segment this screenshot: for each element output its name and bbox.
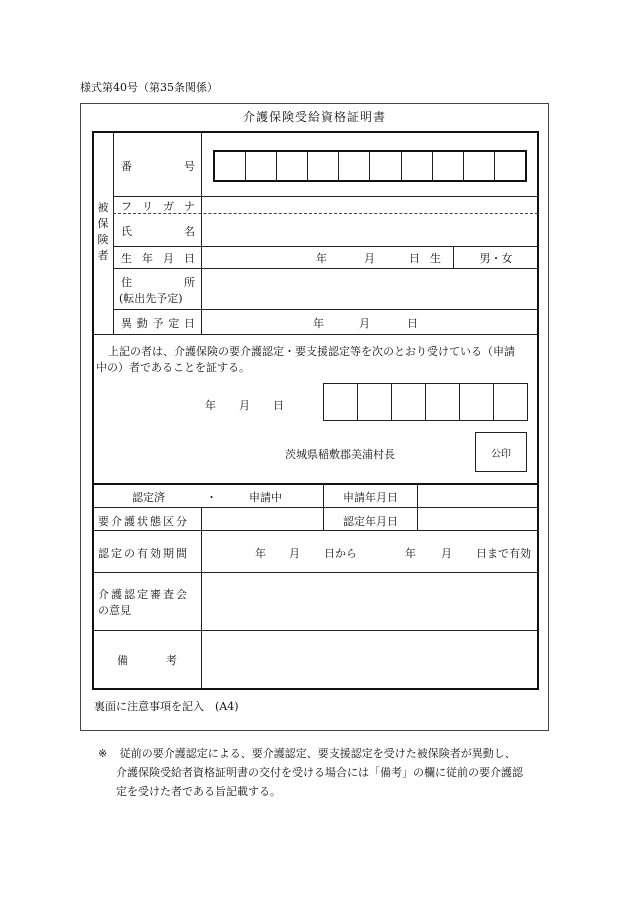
gender-selector[interactable]: 男・女 (479, 252, 513, 265)
address-label (121, 274, 195, 290)
furigana-char-4: ナ (184, 200, 195, 213)
official-seal-box: 公印 (475, 432, 527, 472)
cert-year-text: 年 (205, 399, 216, 412)
validity-year-2: 年 (405, 547, 416, 560)
section-char-1: 被 (97, 201, 109, 214)
row-divider-dob (113, 268, 538, 269)
move-char-1: 異 (121, 317, 132, 330)
furigana-label (121, 198, 195, 214)
number-digit-box[interactable] (277, 152, 308, 180)
move-day-text: 日 (407, 317, 418, 330)
number-digit-box[interactable] (215, 152, 246, 180)
dob-year-text: 年 (316, 252, 327, 265)
date-digit-box[interactable] (494, 384, 527, 420)
validity-month-1: 月 (289, 547, 300, 560)
move-char-5: 日 (184, 317, 195, 330)
number-digit-box[interactable] (464, 152, 495, 180)
move-char-2: 動 (136, 317, 148, 330)
status-row-divider-2 (93, 530, 538, 531)
insured-number-boxes[interactable] (213, 150, 527, 182)
number-label-char-1: 番 (121, 160, 132, 173)
back-side-note: 裏面に注意事項を記入 (A4) (94, 700, 239, 713)
cert-date-boxes[interactable] (323, 383, 528, 421)
row-divider-address (113, 309, 538, 310)
name-label-char-1: 氏 (121, 225, 132, 238)
validity-period-label: 認定の有効期間 (98, 547, 189, 560)
care-level-field[interactable] (202, 509, 323, 530)
row-divider-name (113, 246, 538, 247)
move-char-3: 予 (152, 317, 164, 330)
address-field[interactable] (202, 270, 538, 309)
issuer-name: 茨城県稲敷郡美浦村長 (285, 448, 395, 461)
dob-label (121, 250, 195, 266)
dob-day-text: 日 (409, 252, 420, 265)
cert-month-text: 月 (239, 399, 250, 412)
number-digit-box[interactable] (246, 152, 277, 180)
care-level-label: 要介護状態区分 (98, 515, 189, 528)
form-number: 様式第40号（第35条関係） (80, 81, 218, 94)
section-char-3: 険 (97, 233, 109, 246)
certification-date-label: 認定年月日 (343, 515, 398, 528)
validity-year-1: 年 (255, 547, 266, 560)
dob-char-3: 月 (163, 252, 174, 265)
cert-day-text: 日 (273, 399, 284, 412)
section-char-2: 保 (97, 217, 109, 230)
status-row-divider-4 (93, 630, 538, 631)
number-digit-box[interactable] (370, 152, 401, 180)
applying-option[interactable]: 申請中 (249, 491, 282, 504)
status-row-divider-3 (93, 572, 538, 573)
furigana-field[interactable] (202, 198, 538, 213)
date-digit-box[interactable] (324, 384, 358, 420)
remarks-char-1: 備 (117, 654, 128, 667)
certification-text-line-2: 中の）者であることを証する。 (96, 361, 250, 374)
furigana-char-3: ガ (163, 200, 174, 213)
name-label-char-2: 名 (184, 225, 195, 238)
footnote-line-3: 定を受けた者である旨記載する。 (116, 785, 281, 798)
address-sub-label: (転出先予定) (119, 292, 183, 305)
date-digit-box[interactable] (426, 384, 460, 420)
review-board-opinion-label-1: 介護認定審査会 (98, 588, 189, 601)
validity-from: 日から (324, 547, 357, 560)
move-date-label (121, 315, 195, 331)
move-year-text: 年 (313, 317, 324, 330)
dob-char-4: 日 (184, 252, 195, 265)
number-label (121, 158, 195, 174)
dob-birth-text: 生 (430, 252, 441, 265)
date-digit-box[interactable] (460, 384, 494, 420)
footnote-line-1: 従前の要介護認定による、要介護認定、要支援認定を受けた被保険者が異動し、 (119, 747, 516, 760)
document-title: 介護保険受給資格証明書 (242, 110, 386, 124)
remarks-label (117, 652, 177, 668)
dob-month-text: 月 (364, 252, 375, 265)
furigana-char-2: リ (142, 200, 153, 213)
number-digit-box[interactable] (339, 152, 370, 180)
option-separator: ・ (206, 491, 217, 504)
footnote (98, 744, 568, 801)
name-label (121, 223, 195, 239)
name-field[interactable] (202, 215, 538, 246)
date-digit-box[interactable] (392, 384, 426, 420)
certification-text-line-1: 上記の者は、介護保険の要介護認定・要支援認定等を次のとおり受けている（申請 (108, 345, 515, 358)
validity-month-2: 月 (441, 547, 452, 560)
certified-option[interactable]: 認定済 (132, 491, 165, 504)
number-digit-box[interactable] (495, 152, 525, 180)
remarks-char-2: 考 (166, 654, 177, 667)
number-digit-box[interactable] (433, 152, 464, 180)
footnote-mark: ※ (98, 747, 108, 760)
number-label-char-2: 号 (184, 160, 195, 173)
dob-char-1: 生 (121, 252, 132, 265)
certification-date-field[interactable] (418, 509, 538, 530)
number-digit-box[interactable] (402, 152, 433, 180)
date-digit-box[interactable] (358, 384, 392, 420)
move-month-text: 月 (359, 317, 370, 330)
move-char-4: 定 (168, 317, 180, 330)
address-label-char-2: 所 (184, 276, 195, 289)
row-divider-number (113, 196, 538, 197)
divider-section-column (113, 133, 114, 334)
remarks-field[interactable] (202, 632, 538, 688)
application-date-label: 申請年月日 (343, 491, 398, 504)
footnote-line-2: 介護保険受給者資格証明書の交付を受ける場合には「備考」の欄に従前の要介護認 (116, 766, 523, 779)
review-board-opinion-label-2: の意見 (98, 604, 131, 617)
furigana-char-1: フ (121, 200, 132, 213)
dob-char-2: 年 (142, 252, 153, 265)
number-digit-box[interactable] (308, 152, 339, 180)
address-label-char-1: 住 (121, 276, 132, 289)
application-date-field[interactable] (418, 485, 538, 507)
status-row-divider-1 (93, 507, 538, 508)
validity-until: 日まで有効 (476, 547, 531, 560)
review-board-opinion-field[interactable] (202, 574, 538, 630)
insured-section-label (93, 200, 113, 264)
row-divider-move (93, 334, 538, 335)
section-char-4: 者 (97, 249, 109, 262)
